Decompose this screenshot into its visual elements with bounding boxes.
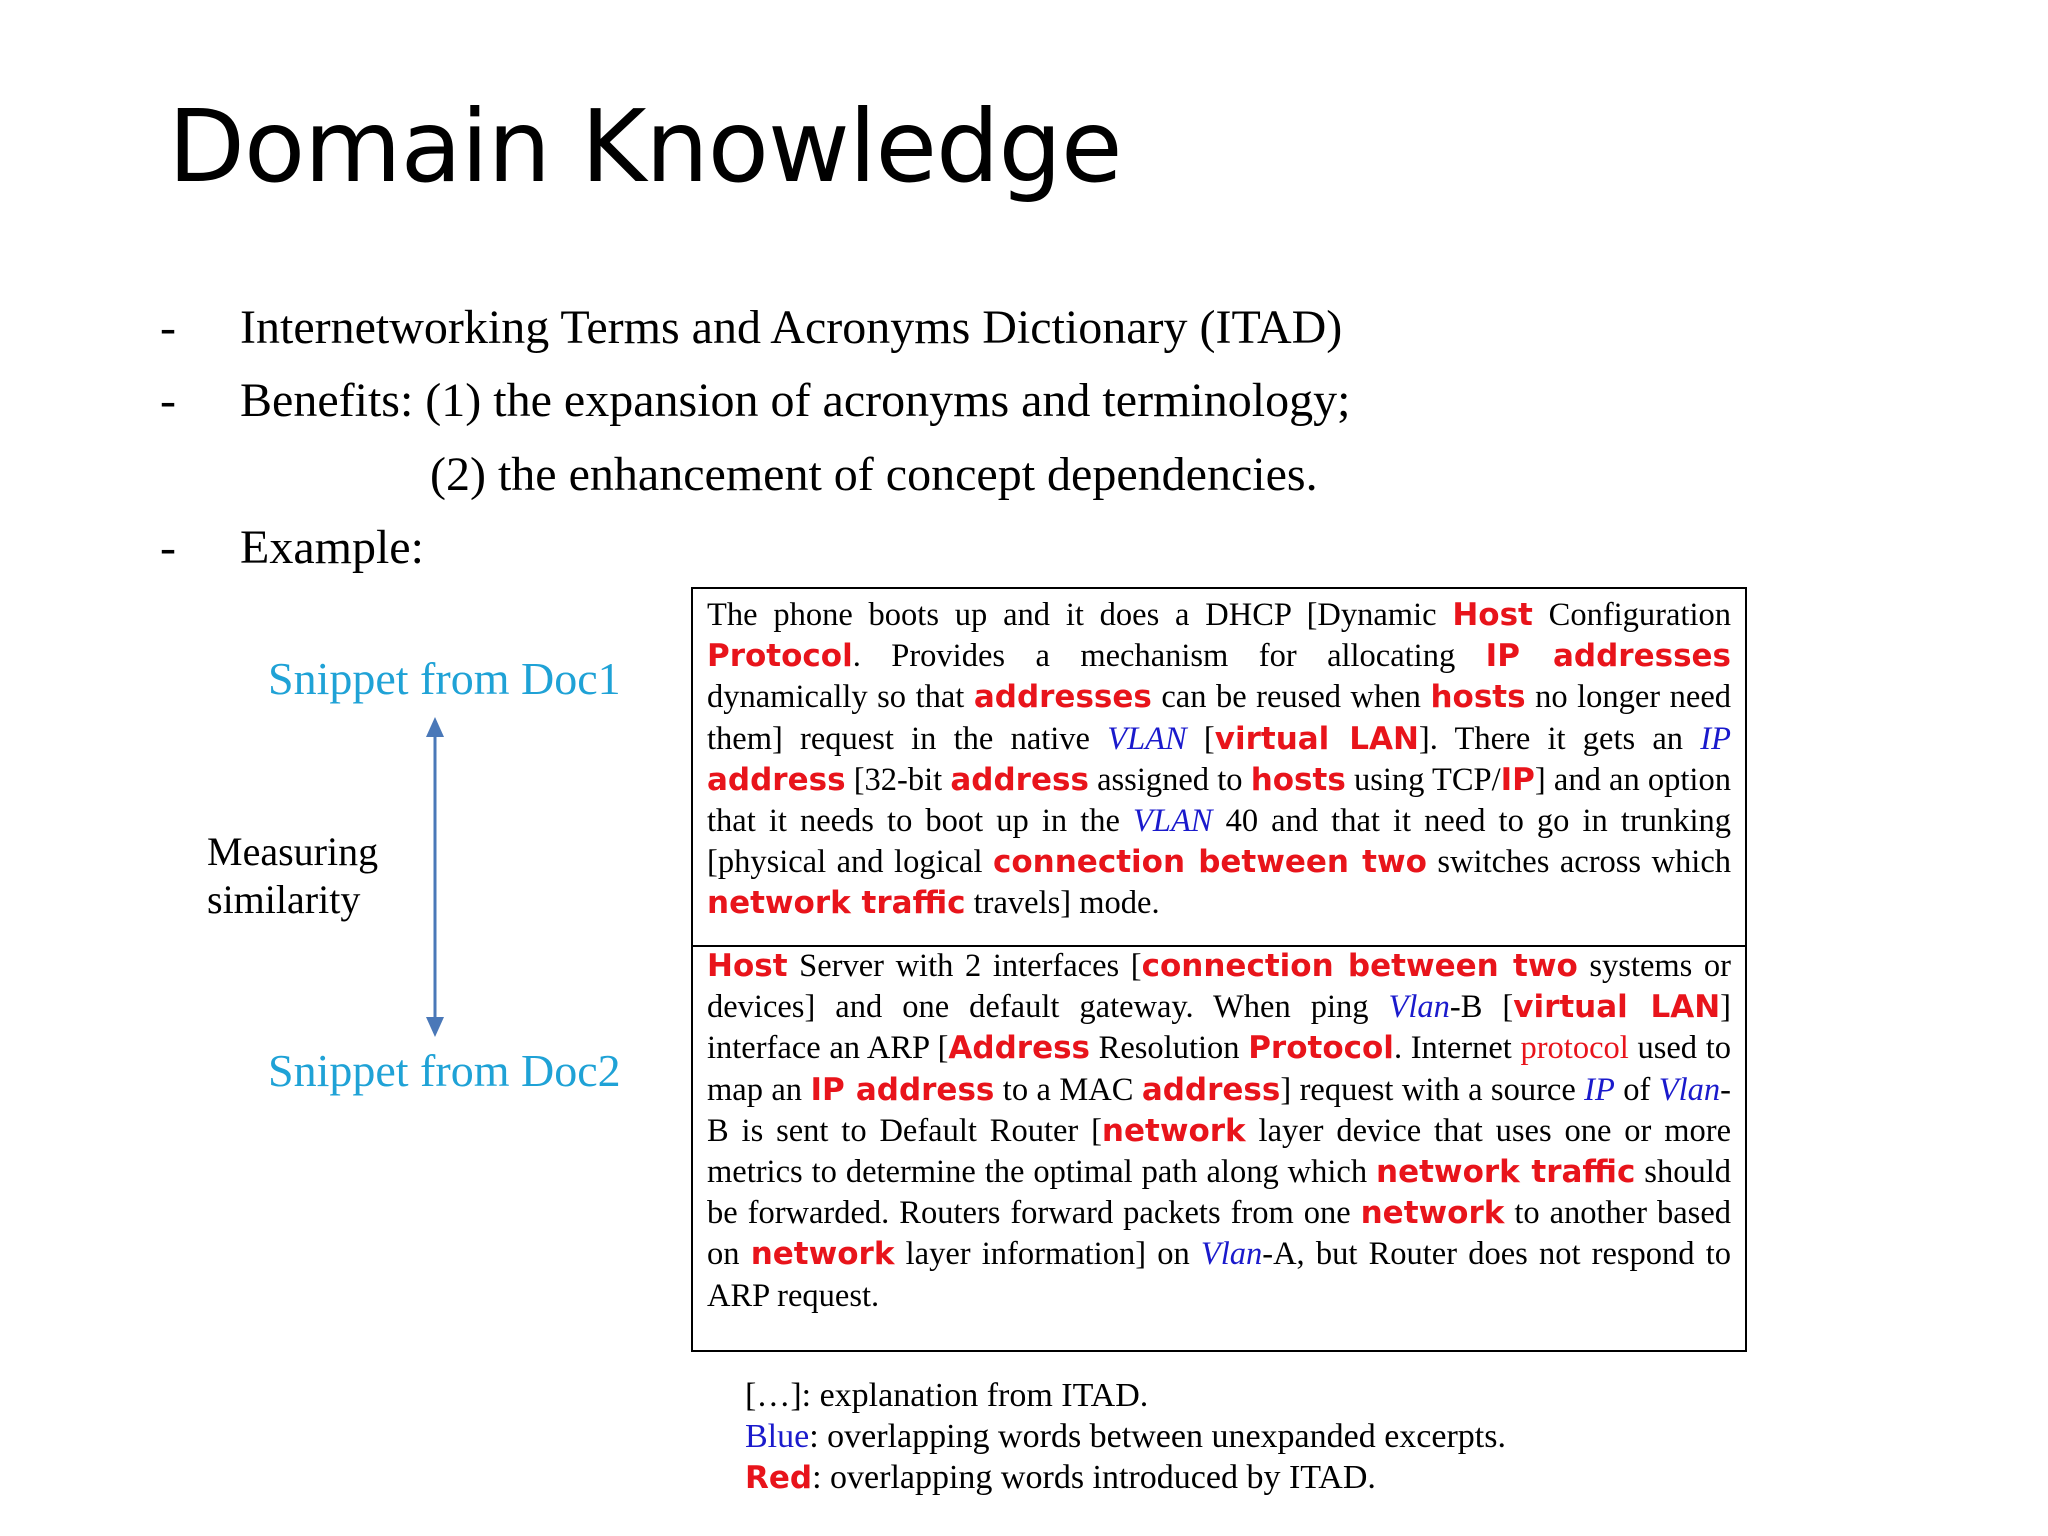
itad-overlap-plain-word: protocol [1520, 1030, 1629, 1067]
itad-overlap-word: IP address [810, 1071, 995, 1108]
snippet-text-segment: [32-bit [845, 761, 951, 798]
snippet-text-segment: [ [1186, 720, 1215, 757]
snippet-text-segment: dynamically so that [707, 679, 974, 716]
itad-overlap-word: address [707, 761, 846, 798]
itad-overlap-word: Protocol [1248, 1030, 1394, 1067]
itad-overlap-word: network traffic [1376, 1154, 1636, 1191]
shared-overlap-word: IP [1700, 720, 1731, 757]
slide-title: Domain Knowledge [168, 88, 1122, 205]
snippet-doc1-text [707, 595, 1731, 925]
legend-red [745, 1457, 1506, 1499]
bullet-dash: - [160, 301, 176, 354]
snippet-text-segment: Resolution [1090, 1030, 1249, 1067]
itad-overlap-word: Host [707, 948, 788, 984]
legend-blue-text: : overlapping words between unexpanded excerpts. [809, 1418, 1506, 1455]
snippet-doc2-text [707, 946, 1731, 1317]
snippet-text-segment: . Provides a mechanism for allocating [852, 638, 1486, 675]
itad-overlap-word: hosts [1430, 679, 1526, 716]
itad-overlap-word: connection between two [993, 844, 1427, 881]
snippet-text-segment: -B is sent to Default Router [ [707, 1071, 1731, 1149]
itad-overlap-word: hosts [1250, 761, 1346, 798]
snippet-text-segment: layer device that uses one or more metrics to determine the optimal path along which [707, 1112, 1731, 1191]
snippet-text-segment: Server with 2 interfaces [ [787, 948, 1142, 984]
bullet-benefits-cont: (2) the enhancement of concept dependencies. [430, 448, 1318, 501]
itad-overlap-word: network [1360, 1195, 1505, 1232]
measure-line-2: similarity [207, 877, 361, 922]
snippet-text-segment: ] interface an ARP [ [707, 989, 1731, 1067]
snippet-box [691, 587, 1747, 1352]
legend-blue [745, 1416, 1506, 1457]
snippet-text-segment: ] and an option that it needs to boot up in the [707, 761, 1731, 840]
snippet-text-segment: 40 and that it need to go in trunking [physical and logical [707, 803, 1731, 881]
shared-overlap-word: Vlan [1200, 1236, 1263, 1273]
bullet-benefits: Benefits: (1) the expansion of acronyms and terminology; [240, 374, 1351, 427]
snippet-text-segment: layer information] on [894, 1236, 1201, 1273]
shared-overlap-word: Vlan [1388, 989, 1450, 1026]
itad-overlap-word: connection between two [1141, 948, 1578, 984]
snippet-text-segment: no longer need them] request in the native [707, 679, 1731, 757]
itad-overlap-word: network [750, 1236, 895, 1273]
measure-line-1: Measuring [207, 829, 379, 874]
legend [745, 1375, 1506, 1499]
measuring-similarity-label [207, 828, 378, 924]
snippet-text-segment: The phone boots up and it does a DHCP [Dynamic [707, 597, 1453, 633]
shared-overlap-word: Vlan [1658, 1071, 1721, 1108]
snippet-text-segment: switches across which [1426, 844, 1731, 881]
snippet-text-segment: of [1614, 1071, 1659, 1108]
shared-overlap-word: VLAN [1133, 803, 1213, 840]
itad-overlap-word: virtual LAN [1214, 720, 1419, 757]
legend-blue-word: Blue [745, 1418, 810, 1455]
legend-red-word: Red [745, 1460, 813, 1496]
snippet-text-segment: Configuration [1532, 597, 1731, 633]
itad-overlap-word: network traffic [707, 885, 966, 922]
legend-red-text: : overlapping words introduced by ITAD. [812, 1459, 1376, 1496]
itad-overlap-word: Protocol [707, 638, 853, 675]
snippet-text-segment: -B [ [1449, 989, 1514, 1026]
snippet-text-segment: to another based on [707, 1195, 1731, 1273]
itad-overlap-word: address [1141, 1071, 1281, 1108]
snippet-text-segment: ] request with a source [1280, 1071, 1585, 1108]
snippet-doc2-label: Snippet from Doc2 [268, 1045, 621, 1096]
snippet-text-segment: systems or devices] and one default gateway. When ping [707, 948, 1732, 1026]
bullet-example: Example: [240, 521, 424, 574]
itad-overlap-word: addresses [973, 679, 1152, 716]
snippet-text-segment: to a MAC [994, 1071, 1142, 1108]
shared-overlap-word: VLAN [1107, 720, 1187, 757]
legend-brackets: […]: explanation from ITAD. [745, 1377, 1149, 1414]
snippet-text-segment: -A, but Router does not respond to ARP request. [707, 1236, 1732, 1314]
bullet-itad: Internetworking Terms and Acronyms Dictionary (ITAD) [240, 301, 1343, 354]
snippet-text-segment: . Internet [1393, 1030, 1521, 1067]
shared-overlap-word: IP [1584, 1071, 1615, 1108]
snippet-text-segment: can be reused when [1151, 679, 1431, 716]
itad-overlap-word: network [1101, 1112, 1246, 1149]
snippet-text-segment: should be forwarded. Routers forward packets from one [707, 1154, 1731, 1232]
itad-overlap-word: Host [1452, 597, 1533, 633]
bullet-dash: - [160, 374, 176, 427]
snippet-text-segment: used to map an [707, 1030, 1731, 1108]
bullet-dash: - [160, 521, 176, 574]
snippet-text-segment: assigned to [1088, 761, 1251, 798]
itad-overlap-word: IP addresses [1485, 638, 1731, 675]
itad-overlap-word: virtual LAN [1513, 989, 1721, 1026]
itad-overlap-word: Address [948, 1030, 1090, 1067]
double-arrow-icon [420, 717, 450, 1037]
itad-overlap-word: address [950, 761, 1089, 798]
snippet-text-segment: travels] mode. [965, 885, 1160, 922]
itad-overlap-word: IP [1500, 761, 1535, 798]
snippet-text-segment: ]. There it gets an [1418, 720, 1701, 757]
snippet-doc1-label: Snippet from Doc1 [268, 653, 621, 704]
snippet-text-segment: using TCP/ [1345, 761, 1501, 798]
